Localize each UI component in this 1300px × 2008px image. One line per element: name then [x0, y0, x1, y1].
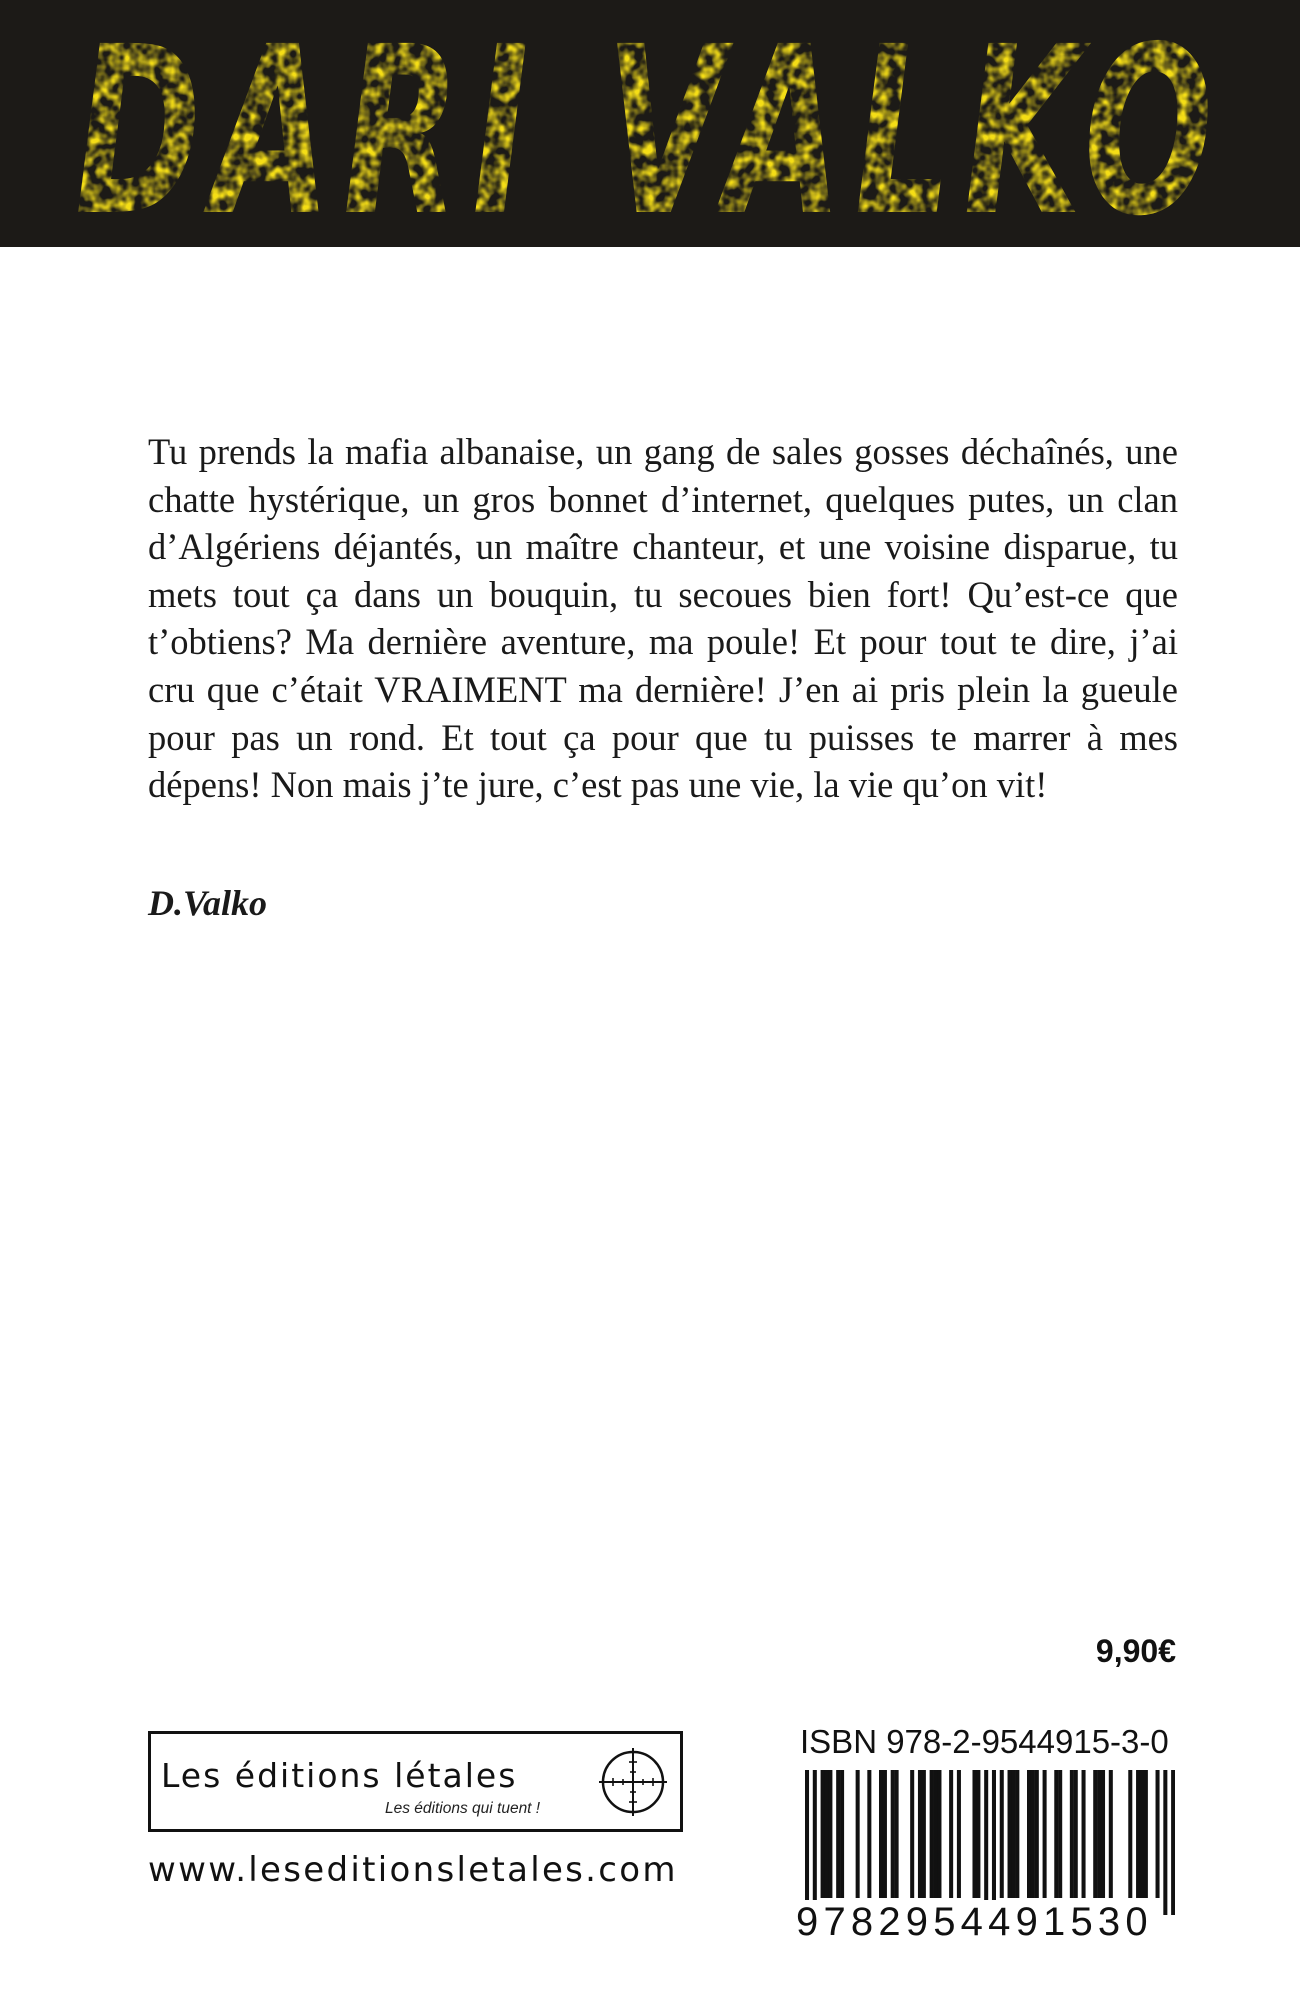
barcode-bar: [1058, 1770, 1062, 1898]
barcode-bar: [895, 1770, 899, 1898]
barcode-bar: [957, 1770, 961, 1898]
barcode-bar: [1101, 1770, 1105, 1898]
barcode-bar: [1000, 1770, 1004, 1898]
publisher-tagline: Les éditions qui tuent !: [385, 1800, 541, 1817]
barcode-bar: [1031, 1770, 1035, 1898]
isbn-label: ISBN 978-2-9544915-3-0: [800, 1723, 1169, 1760]
barcode-bar: [976, 1770, 980, 1898]
barcode-bar: [1144, 1770, 1148, 1898]
barcode-bar: [992, 1770, 996, 1915]
barcode-number: 9782954491530: [792, 1900, 1157, 1945]
barcode-bar: [1043, 1770, 1047, 1898]
back-cover-blurb: Tu prends la mafia albanaise, un gang de sales gosses déchaînés, une chatte hystérique, un gros bonnet d’internet, quelques putes, un clan d’Algériens déjantés, un maître chanteur, et une voisine disparue, tu mets tout ça dans un bouquin, tu secoues bien fort! Qu’est-ce que t’obtiens? Ma dernière aventure, ma poule! Et pour tout te dire, j’ai cru que c’était VRAIMENT ma dernière! J’en ai pris plein la gueule pour pas un rond. Et tout ça pour que tu puisses te marrer à mes dépens! Non mais j’te jure, c’est pas une vie, la vie qu’on vit!: [148, 431, 1178, 806]
barcode-bar: [1156, 1770, 1160, 1898]
barcode-bar: [856, 1770, 860, 1898]
barcode-bar: [1128, 1770, 1132, 1898]
author-signature: D.Valko: [148, 883, 268, 923]
title-band: [0, 0, 1300, 247]
barcode-bar: [937, 1770, 941, 1898]
barcode-bar: [1097, 1770, 1101, 1898]
barcode-bar: [930, 1770, 934, 1898]
barcode-bar: [1035, 1770, 1039, 1898]
barcode-bar: [1070, 1770, 1074, 1898]
barcode-bar: [813, 1770, 817, 1915]
crosshair-icon: [599, 1748, 667, 1816]
barcode-bar: [1011, 1770, 1015, 1898]
barcode-bar: [828, 1770, 832, 1898]
barcode-bar: [918, 1770, 922, 1898]
barcode-bar: [910, 1770, 914, 1898]
barcode-bar: [1163, 1770, 1167, 1915]
barcode-bar: [1140, 1770, 1144, 1898]
barcode-bar: [891, 1770, 895, 1898]
barcode-bar: [821, 1770, 825, 1898]
barcode-bar: [1109, 1770, 1113, 1898]
barcode-bar: [1054, 1770, 1058, 1898]
barcode-bar: [883, 1770, 887, 1898]
barcode-bar: [840, 1770, 844, 1898]
barcode-bar: [934, 1770, 938, 1898]
barcode-bar: [867, 1770, 871, 1898]
barcode: [805, 1770, 1175, 1915]
barcode-bar: [922, 1770, 926, 1898]
barcode-bar: [836, 1770, 840, 1898]
barcode-bar: [949, 1770, 953, 1898]
barcode-bar: [879, 1770, 883, 1898]
price-label: 9,90€: [1095, 1633, 1176, 1669]
barcode-bar: [1015, 1770, 1019, 1898]
barcode-bar: [824, 1770, 828, 1898]
publisher-name: Les éditions létales: [161, 1756, 518, 1795]
barcode-bar: [1008, 1770, 1012, 1898]
barcode-bar: [972, 1770, 976, 1898]
barcode-bar: [1082, 1770, 1086, 1898]
barcode-bar: [1074, 1770, 1078, 1898]
barcode-bar: [984, 1770, 988, 1915]
barcode-bar: [1136, 1770, 1140, 1898]
barcode-bar: [1027, 1770, 1031, 1898]
barcode-bar: [1171, 1770, 1175, 1915]
author-title: DARI VALKO: [75, 0, 1225, 247]
publisher-website: www.leseditionsletales.com: [148, 1850, 678, 1890]
author-title-graphic: [0, 0, 1300, 247]
barcode-bar: [1093, 1770, 1097, 1898]
barcode-bar: [805, 1770, 809, 1915]
publisher-logo: [148, 1731, 683, 1832]
